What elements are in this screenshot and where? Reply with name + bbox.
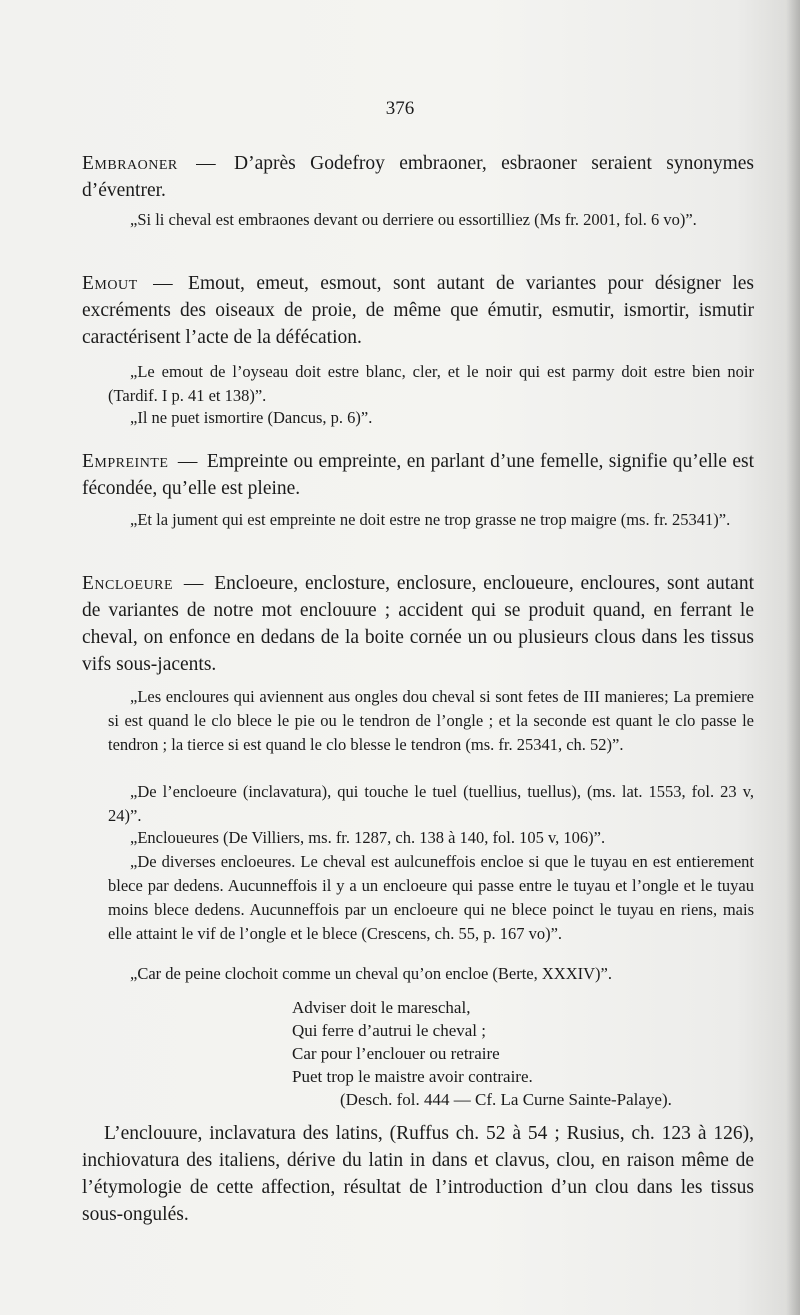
entry-quote: „Les encloures qui aviennent aus ongles dou cheval si sont fetes de III manieres; La premiere si est quand le clo blece le pie ou le tendron de l’ongle ; et la seconde est quant le clo passe le tendron ; la tierce si est quand le clo blesse le tendron (ms. fr. 25341, ch. 52)”. — [108, 687, 754, 754]
verse-line: Qui ferre d’autrui le cheval ; — [292, 1021, 486, 1040]
verse-line: Car pour l’enclouer ou retraire — [292, 1044, 500, 1063]
entry-emout: Emout — Emout, emeut, esmout, sont autant de variantes pour désigner les excréments des oiseaux de proie, de même que émutir, esmutir, ismortir, ismutir caractérisent l’acte de la défécation. — [82, 273, 754, 348]
entry-definition: D’après Godefroy embraoner, esbraoner seraient synonymes d’éventrer. — [82, 153, 754, 201]
entry-term: Emout — [82, 273, 138, 294]
entry-quote: „Il ne puet ismortire (Dancus, p. 6)”. — [130, 408, 373, 427]
page-number: 376 — [385, 98, 415, 119]
entry-definition: Empreinte ou empreinte, en parlant d’une femelle, signifie qu’elle est fécondée, qu’elle est pleine. — [82, 451, 754, 499]
entry-encloeure: Encloeure — Encloeure, enclosture, enclosure, encloueure, encloures, sont autant de variantes de notre mot enclouure ; accident qui se produit quand, en ferrant le cheval, on enfonce en dedans de la boite cornée un ou plusieurs clous dans les tissus vifs sous-jacents. — [82, 573, 754, 675]
entry-embraoner: Embraoner — D’après Godefroy embraoner, esbraoner seraient synonymes d’éventrer. — [82, 153, 754, 201]
entry-quote: „Et la jument qui est empreinte ne doit estre ne trop grasse ne trop maigre (ms. fr. 25341)”. — [130, 510, 731, 529]
entry-definition: Emout, emeut, esmout, sont autant de variantes pour désigner les excréments des oiseaux de proie, de même que émutir, esmutir, ismortir, ismutir caractérisent l’acte de la défécation. — [82, 273, 754, 348]
entry-quote: „Encloueures (De Villiers, ms. fr. 1287, ch. 138 à 140, fol. 105 v, 106)”. — [130, 828, 606, 847]
entry-quote: „Le emout de l’oyseau doit estre blanc, cler, et le noir qui est parmy doit estre bien noir (Tardif. I p. 41 et 138)”. — [108, 362, 754, 405]
entry-definition: Encloeure, enclosture, enclosure, encloueure, encloures, sont autant de variantes de notre mot enclouure ; accident qui se produit quand, en ferrant le cheval, on enfonce en dedans de la boite cornée un ou plusieurs clous dans les tissus vifs sous-jacents. — [82, 573, 754, 675]
entry-quote: „De l’encloeure (inclavatura), qui touche le tuel (tuellius, tuellus), (ms. lat. 1553, fol. 23 v, 24)”. — [108, 782, 754, 825]
verse-line: Adviser doit le mareschal, — [292, 998, 471, 1017]
entry-term: Empreinte — [82, 451, 169, 472]
entry-quote: „Si li cheval est embraones devant ou derriere ou essortilliez (Ms fr. 2001, fol. 6 vo)”. — [130, 210, 697, 229]
entry-quote: „Car de peine clochoit comme un cheval qu’on encloe (Berte, XXXIV)”. — [130, 964, 612, 983]
page-edge-shadow — [786, 0, 800, 1315]
entry-empreinte: Empreinte — Empreinte ou empreinte, en parlant d’une femelle, signifie qu’elle est fécondée, qu’elle est pleine. — [82, 451, 754, 499]
verse-citation: (Desch. fol. 444 — Cf. La Curne Sainte-Palaye). — [340, 1090, 672, 1109]
verse-line: Puet trop le maistre avoir contraire. — [292, 1067, 533, 1086]
entry-term: Encloeure — [82, 573, 174, 594]
entry-term: Embraoner — [82, 153, 178, 174]
closing-paragraph: L’enclouure, inclavatura des latins, (Ruffus ch. 52 à 54 ; Rusius, ch. 123 à 126), inchiovatura des italiens, dérive du latin in dans et clavus, clou, en raison même de l’étymologie de cette affection, résultat de l’introduction d’un clou dans les tissus sous-ongulés. — [82, 1123, 754, 1225]
verse-block — [292, 996, 762, 1088]
entry-quote: „De diverses encloeures. Le cheval est aulcuneffois encloe si que le tuyau en est entierement blece par dedens. Aucunneffois il y a un encloeure qui passe entre le tuyau et l’ongle et le tuyau moins blece dedens. Aucunneffois par un encloeure qui ne blece poinct le tuyau en riens, mais elle attaint le vif de l’ongle et le blece (Crescens, ch. 55, p. 167 vo)”. — [108, 852, 754, 943]
